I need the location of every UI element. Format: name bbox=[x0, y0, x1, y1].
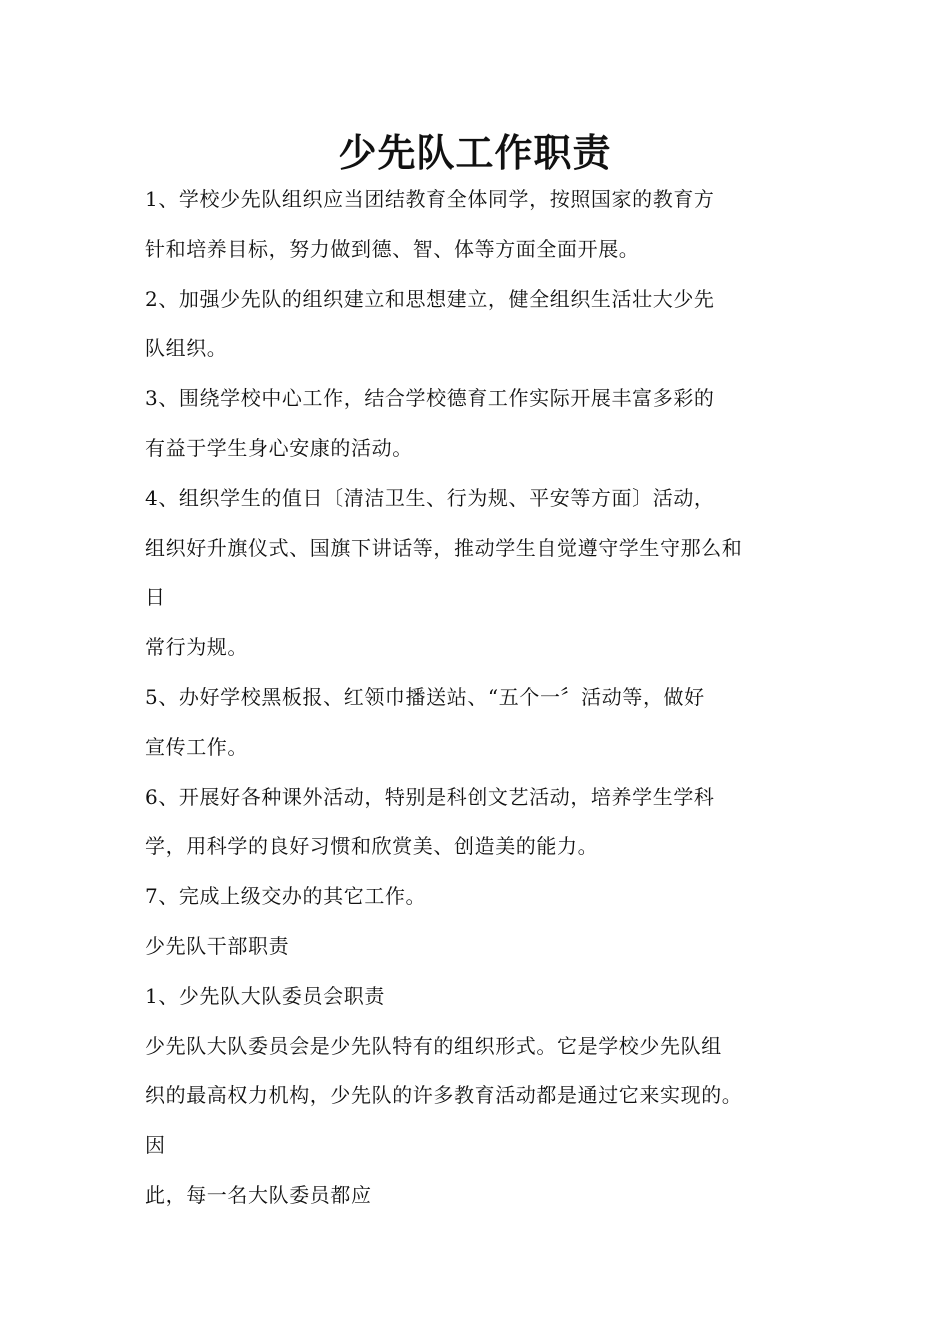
text-line: 常行为规。 bbox=[145, 635, 248, 660]
text-line: 组织好升旗仪式、国旗下讲话等，推动学生自觉遵守学生守那么和 bbox=[145, 535, 743, 560]
text-line: 7、完成上级交办的其它工作。 bbox=[145, 884, 427, 909]
text-line: 此，每一名大队委员都应 bbox=[145, 1182, 372, 1207]
text-line: 因 bbox=[145, 1133, 166, 1158]
text-line: 2、加强少先队的组织建立和思想建立，健全组织生活壮大少先 bbox=[145, 286, 715, 311]
text-line: 5、办好学校黑板报、红领巾播送站、“五个一〞活动等，做好 bbox=[145, 684, 705, 709]
text-line: 4、组织学生的值日〔清洁卫生、行为规、平安等方面〕活动， bbox=[145, 485, 715, 510]
text-line: 日 bbox=[145, 585, 166, 610]
text-line: 织的最高权力机构，少先队的许多教育活动都是通过它来实现的。 bbox=[145, 1083, 743, 1108]
document-title: 少先队工作职责 bbox=[338, 130, 612, 175]
text-line: 学，用科学的良好习惯和欣赏美、创造美的能力。 bbox=[145, 834, 599, 859]
document-body bbox=[145, 182, 825, 1228]
text-line: 宣传工作。 bbox=[145, 734, 248, 759]
text-line: 6、开展好各种课外活动，特别是科创文艺活动，培养学生学科 bbox=[145, 784, 715, 809]
text-line: 3、围绕学校中心工作，结合学校德育工作实际开展丰富多彩的 bbox=[145, 386, 715, 411]
text-line: 队组织。 bbox=[145, 336, 228, 361]
text-line: 针和培养目标，努力做到德、智、体等方面全面开展。 bbox=[145, 236, 640, 261]
text-line: 有益于学生身心安康的活动。 bbox=[145, 435, 413, 460]
text-line: 少先队大队委员会是少先队特有的组织形式。它是学校少先队组 bbox=[145, 1033, 722, 1058]
text-line: 1、少先队大队委员会职责 bbox=[145, 983, 385, 1008]
section-heading: 少先队干部职责 bbox=[145, 933, 290, 958]
text-line: 1、学校少先队组织应当团结教育全体同学，按照国家的教育方 bbox=[145, 187, 715, 211]
